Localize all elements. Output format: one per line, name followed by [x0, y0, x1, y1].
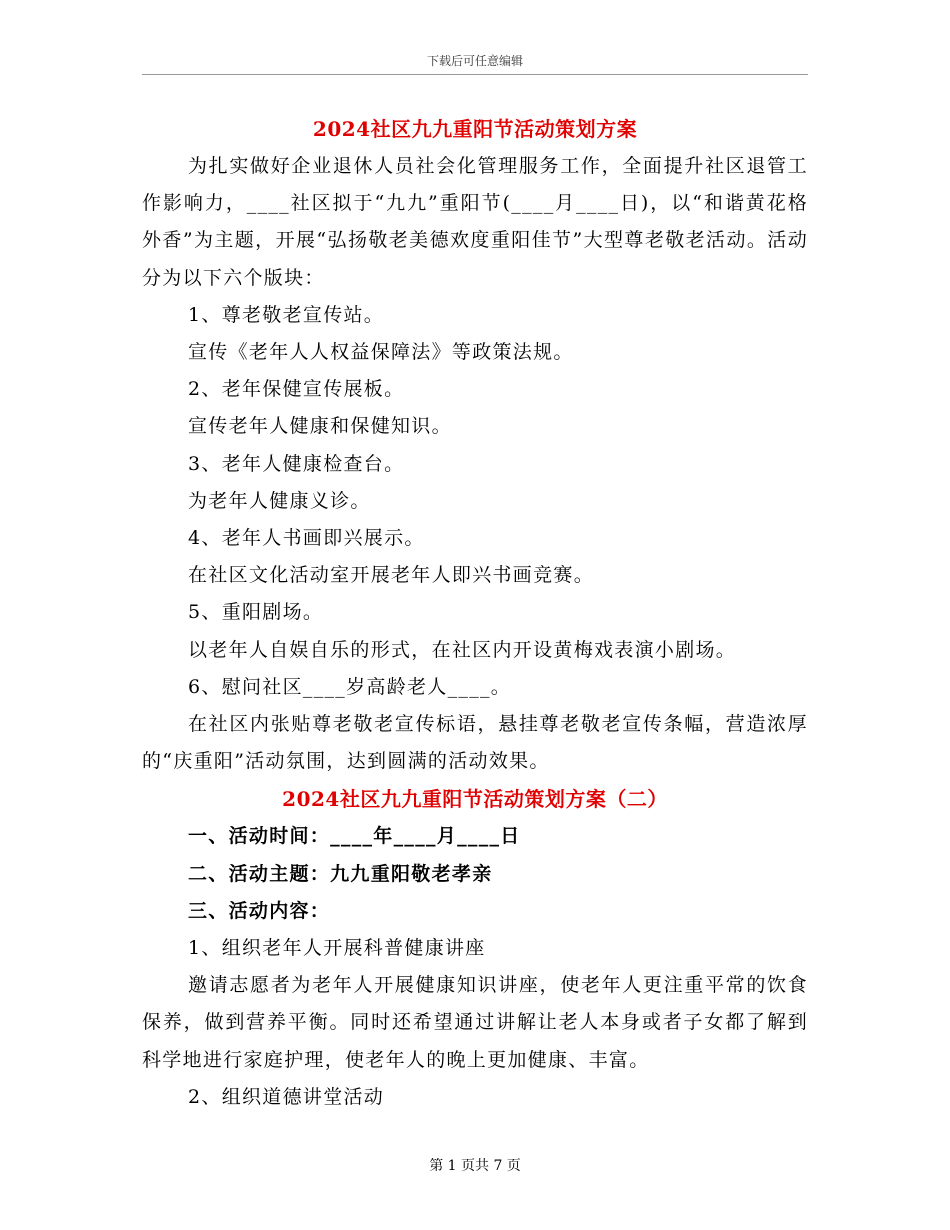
intro-paragraph: 为扎实做好企业退休人员社会化管理服务工作，全面提升社区退管工作影响力，____社区拟于“九九”重阳节(____月____日)，以“和谐黄花格外香”为主题，开展“弘扬敬老美德欢度重阳佳节”大型尊老敬老活动。活动分为以下六个版块：	[142, 155, 808, 289]
document-title: 2024社区九九重阳节活动策划方案	[312, 117, 638, 141]
page-footer: 第 1 页共 7 页	[429, 1158, 521, 1174]
item-description: 为老年人健康义诊。	[188, 489, 371, 512]
document-title-2: 2024社区九九重阳节活动策划方案（二）	[282, 787, 668, 812]
activity-theme: 二、活动主题：九九重阳敬老孝亲	[188, 862, 493, 885]
activity-content-heading: 三、活动内容：	[188, 899, 331, 922]
item-heading: 2、组织道德讲堂活动	[188, 1085, 385, 1108]
document-body	[142, 110, 808, 1116]
item-description: 宣传老年人健康和保健知识。	[188, 415, 452, 438]
activity-time: 一、活动时间：____年____月____日	[188, 825, 521, 848]
item-heading: 3、老年人健康检查台。	[188, 452, 405, 475]
item-heading: 5、重阳剧场。	[188, 601, 324, 624]
item-heading: 1、尊老敬老宣传站。	[188, 303, 385, 326]
item-heading: 6、慰问社区____岁高龄老人____。	[188, 675, 512, 698]
page-header: 下载后可任意编辑	[426, 54, 523, 68]
header-divider	[142, 74, 808, 75]
item-description: 宣传《老年人人权益保障法》等政策法规。	[188, 341, 574, 364]
item-description: 在社区文化活动室开展老年人即兴书画竞赛。	[188, 564, 595, 587]
item-description: 以老年人自娱自乐的形式，在社区内开设黄梅戏表演小剧场。	[188, 638, 737, 661]
item-heading: 4、老年人书画即兴展示。	[188, 527, 425, 550]
item-heading: 1、组织老年人开展科普健康讲座	[188, 937, 486, 960]
item-description: 邀请志愿者为老年人开展健康知识讲座，使老年人更注重平常的饮食保养，做到营养平衡。同时还希望通过讲解让老人本身或者子女都了解到科学地进行家庭护理，使老年人的晚上更加健康、丰富。	[142, 974, 808, 1071]
item-heading: 2、老年保健宣传展板。	[188, 378, 405, 401]
closing-paragraph: 在社区内张贴尊老敬老宣传标语，悬挂尊老敬老宣传条幅，营造浓厚的“庆重阳”活动氛围，达到圆满的活动效果。	[142, 713, 808, 773]
